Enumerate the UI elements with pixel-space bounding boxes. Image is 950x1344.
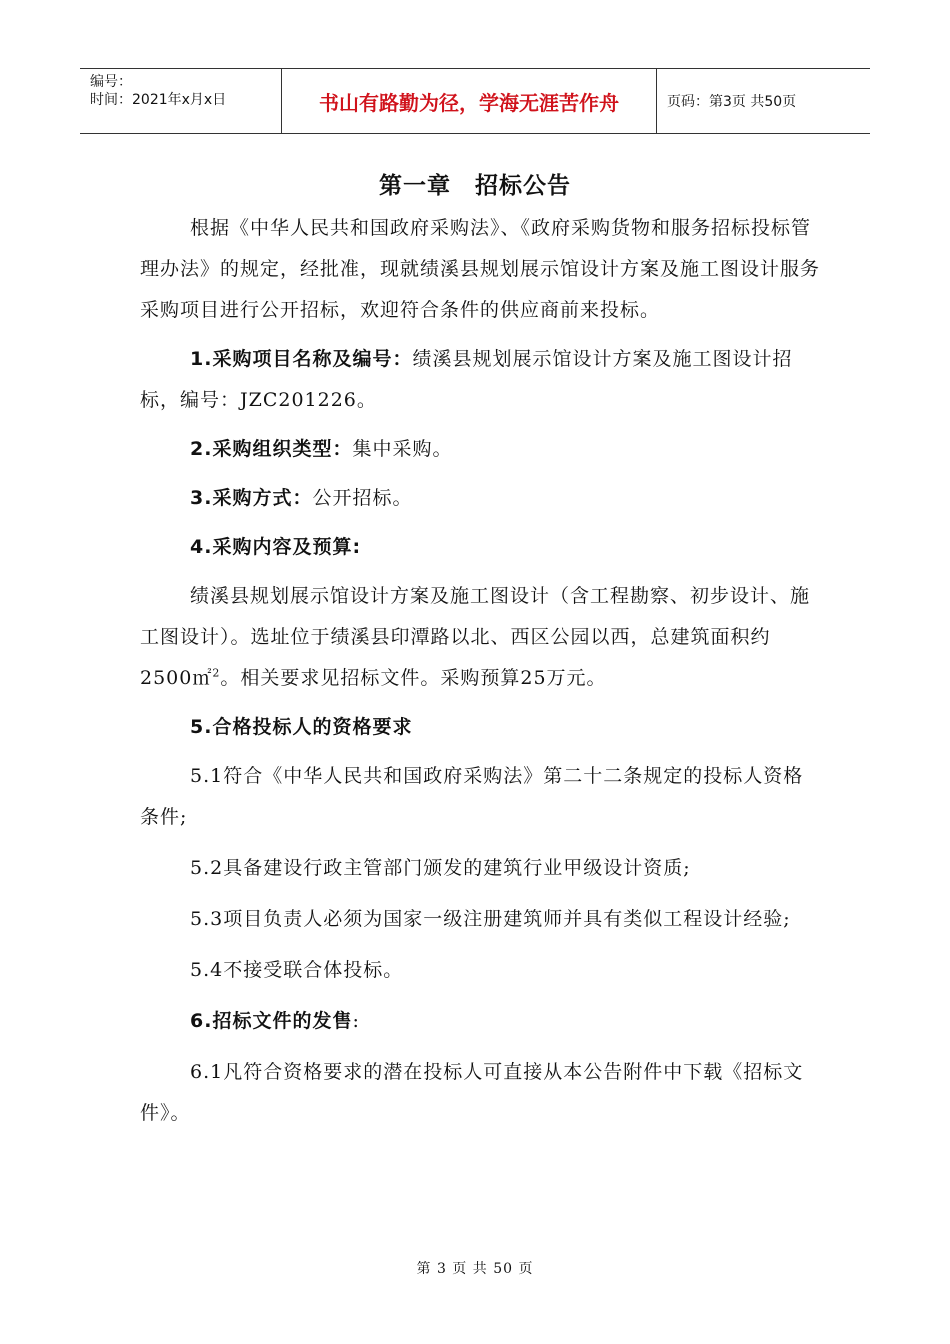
section-2-text: 集中采购。 [352,438,453,460]
section-6-heading [140,1001,820,1042]
section-5-2: 5.2具备建设行政主管部门颁发的建筑行业甲级设计资质; [190,857,691,879]
document-body [140,208,820,1134]
section-5-4: 5.4不接受联合体投标。 [190,959,404,981]
section-4-label: 4.采购内容及预算: [190,536,362,558]
section-3-text: 公开招标。 [312,487,413,509]
section-1 [140,339,820,421]
section-4-superscript: 2 [212,666,221,680]
time-label: 时间：2021年x月x日 [90,92,227,108]
section-3-label: 3.采购方式： [190,487,313,509]
section-5-1: 5.1符合《中华人民共和国政府采购法》第二十二条规定的投标人资格条件; [140,765,804,828]
chapter-title: 第一章 招标公告 [379,173,571,199]
section-6-colon: : [352,1010,360,1032]
intro-paragraph: 根据《中华人民共和国政府采购法》、《政府采购货物和服务招标投标管理办法》的规定，经批准，现就绩溪县规划展示馆设计方案及施工图设计服务采购项目进行公开招标，欢迎符合条件的供应商前来投标。 [140,217,821,321]
section-5-label: 5.合格投标人的资格要求 [190,716,413,738]
section-4-text-a: 绩溪县规划展示馆设计方案及施工图设计（含工程勘察、初步设计、施工图设计）。选址位于绩溪县印潭路以北、西区公园以西，总建筑面积约2500㎡ [140,585,811,689]
section-5-3: 5.3项目负责人必须为国家一级注册建筑师并具有类似工程设计经验; [190,908,791,930]
section-4-text-b: 。相关要求见招标文件。采购预算25万元。 [220,667,607,689]
section-2-label: 2.采购组织类型： [190,438,353,460]
header-motto: 书山有路勤为径，学海无涯苦作舟 [282,69,657,133]
section-4-heading [140,527,820,568]
section-6-label: 6.招标文件的发售 [190,1010,353,1032]
page-footer: 第 3 页 共 50 页 [416,1261,534,1277]
header-page-info: 页码：第3页 共50页 [667,94,797,110]
page-header [80,68,870,134]
section-2 [140,429,820,470]
section-6-1: 6.1凡符合资格要求的潜在投标人可直接从本公告附件中下载《招标文件》。 [140,1061,804,1124]
header-meta [80,69,282,133]
section-1-text: 绩溪县规划展示馆设计方案及施工图设计招标，编号：JZC201226。 [140,348,793,411]
section-1-label: 1.采购项目名称及编号： [190,348,413,370]
number-label: 编号： [90,74,132,90]
section-3 [140,478,820,519]
section-5-heading [140,707,820,748]
section-4-content [140,576,820,699]
